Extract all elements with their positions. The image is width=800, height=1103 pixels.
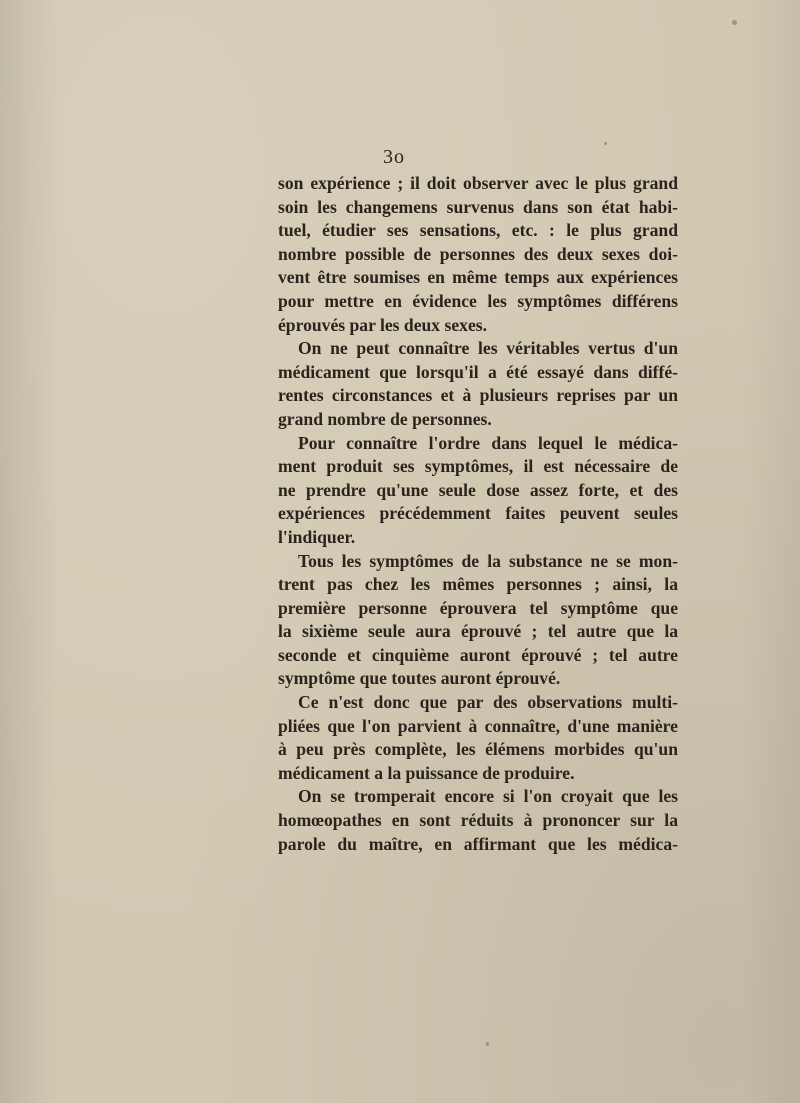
text-line: ne prendre qu'une seule dose assez forte, et des bbox=[278, 479, 678, 500]
text-line: médicament a la puissance de produire. bbox=[278, 762, 575, 783]
page-number: 3o bbox=[383, 146, 405, 168]
text-line: nombre possible de personnes des deux sexes doi- bbox=[278, 243, 678, 264]
text-line: On se tromperait encore si l'on croyait que les bbox=[298, 786, 678, 807]
paper-speck bbox=[732, 20, 737, 25]
text-line: pour mettre en évidence les symptômes différens bbox=[278, 290, 678, 311]
text-line: l'indiquer. bbox=[278, 526, 356, 547]
text-line: grand nombre de personnes. bbox=[278, 408, 492, 429]
text-line: soin les changemens survenus dans son état habi- bbox=[278, 196, 678, 217]
paper-speck bbox=[486, 1042, 489, 1046]
text-line: symptôme que toutes auront éprouvé. bbox=[278, 668, 561, 689]
paper-speck bbox=[604, 142, 607, 145]
text-line: première personne éprouvera tel symptôme que bbox=[278, 597, 678, 618]
text-line: seconde et cinquième auront éprouvé ; tel autre bbox=[278, 644, 678, 665]
text-line: ment produit ses symptômes, il est nécessaire de bbox=[278, 456, 678, 477]
text-line: médicament que lorsqu'il a été essayé dans diffé- bbox=[278, 361, 678, 382]
text-line: homœopathes en sont réduits à prononcer sur la bbox=[278, 810, 678, 831]
text-line: Pour connaître l'ordre dans lequel le médica- bbox=[298, 432, 678, 453]
text-line: On ne peut connaître les véritables vertus d'un bbox=[298, 338, 678, 359]
text-line: expériences précédemment faites peuvent seules bbox=[278, 503, 678, 524]
text-line: éprouvés par les deux sexes. bbox=[278, 314, 488, 335]
text-line: Ce n'est donc que par des observations multi- bbox=[298, 692, 678, 713]
text-line: rentes circonstances et à plusieurs reprises par un bbox=[278, 385, 678, 406]
text-line: pliées que l'on parvient à connaître, d'une manière bbox=[278, 715, 678, 736]
text-line: trent pas chez les mêmes personnes ; ainsi, la bbox=[278, 574, 678, 595]
text-line: vent être soumises en même temps aux expériences bbox=[278, 267, 678, 288]
body-text bbox=[278, 172, 678, 856]
text-line: à peu près complète, les élémens morbides qu'un bbox=[278, 739, 678, 760]
text-line: tuel, étudier ses sensations, etc. : le plus grand bbox=[278, 220, 678, 241]
text-line: la sixième seule aura éprouvé ; tel autre que la bbox=[278, 621, 678, 642]
text-line: Tous les symptômes de la substance ne se mon- bbox=[298, 550, 678, 571]
text-line: son expérience ; il doit observer avec le plus grand bbox=[278, 173, 678, 193]
text-line: parole du maître, en affirmant que les médica- bbox=[278, 833, 678, 854]
